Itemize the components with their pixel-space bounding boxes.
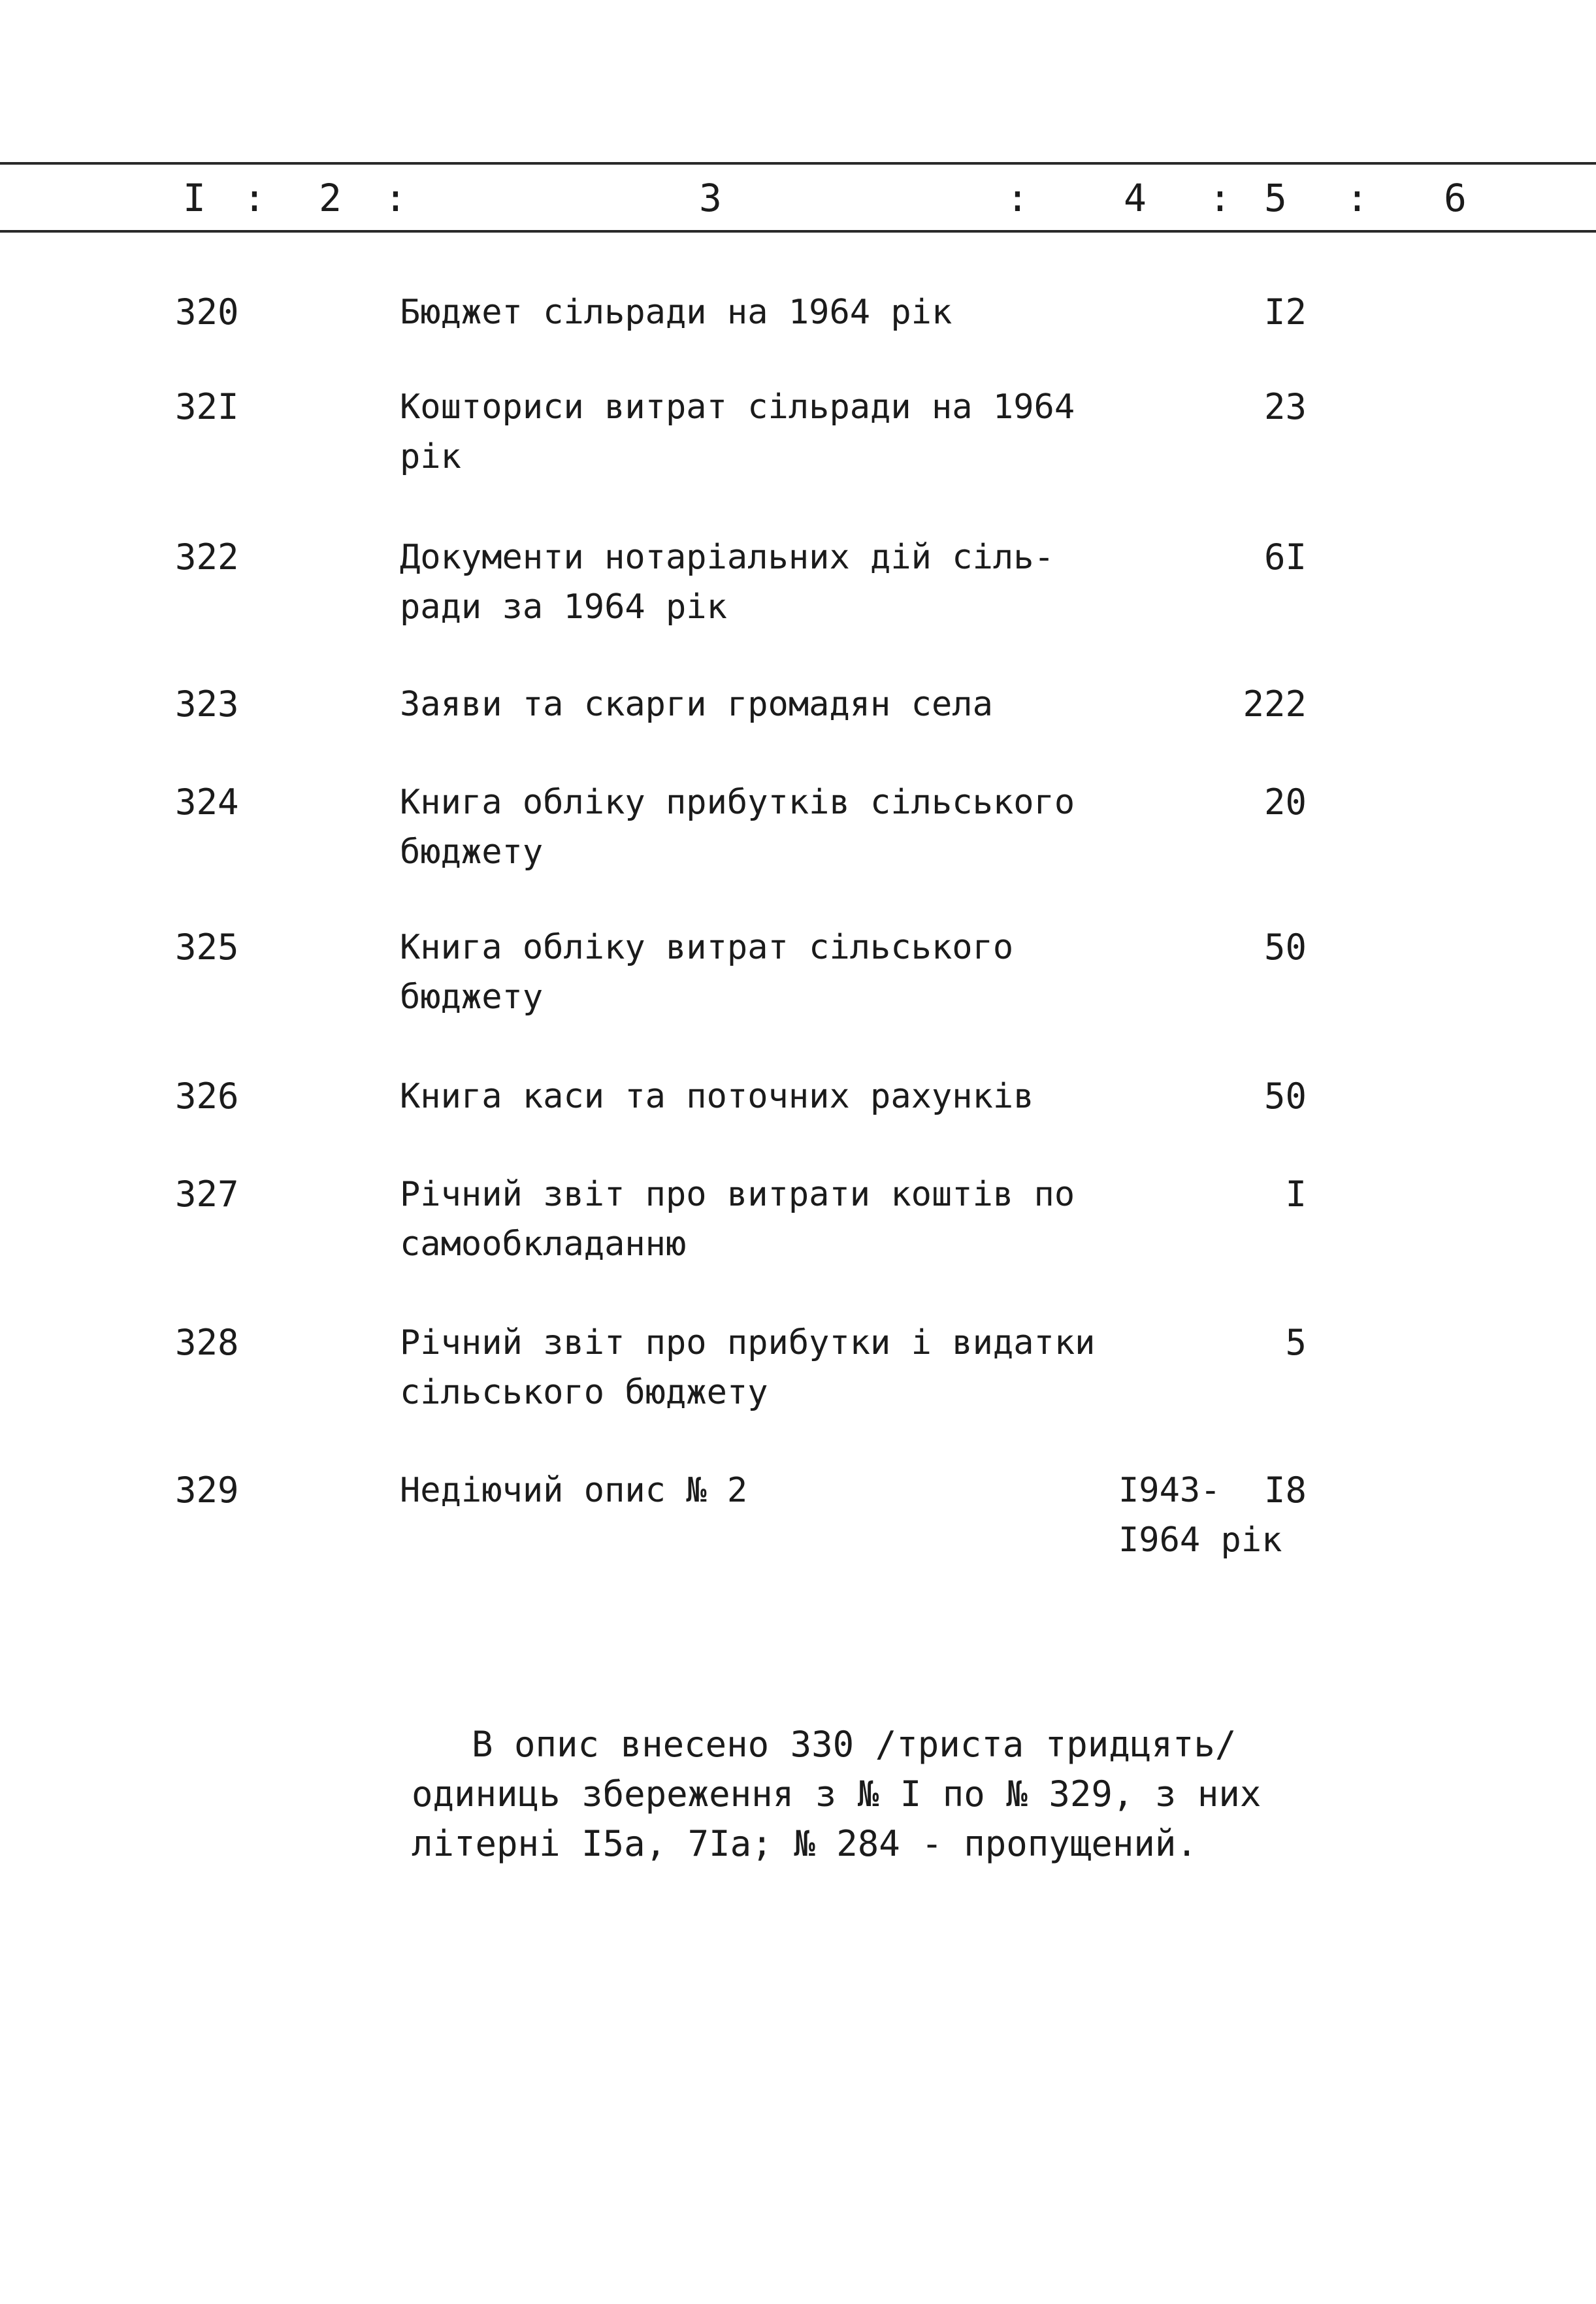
item-number: 323 bbox=[175, 683, 239, 725]
item-sheets: I bbox=[1285, 1174, 1307, 1215]
item-number: 32I bbox=[175, 386, 239, 427]
item-sheets: 222 bbox=[1243, 683, 1307, 725]
item-number: 322 bbox=[175, 536, 239, 578]
summary-note bbox=[412, 1720, 1280, 1869]
item-title: Книга обліку витрат сільського бюджету bbox=[400, 928, 1014, 1017]
item-sheets: 20 bbox=[1263, 782, 1307, 823]
item-sheets: 5 bbox=[1285, 1322, 1307, 1363]
item-sheets: 50 bbox=[1263, 927, 1307, 968]
item-title: Документи нотаріальних дій сіль- ради за 1964 рік bbox=[400, 538, 1054, 627]
item-title: Бюджет сільради на 1964 рік bbox=[400, 293, 953, 332]
header-separator: : bbox=[1006, 176, 1029, 220]
header-separator: : bbox=[1209, 176, 1231, 220]
item-dates: I943- I964 рік bbox=[1118, 1471, 1282, 1560]
summary-line: одиниць збереження з № I по № 329, з них bbox=[412, 1773, 1262, 1815]
item-sheets: I2 bbox=[1263, 291, 1307, 333]
header-col-2: 2 bbox=[319, 176, 342, 220]
header-bottom-rule bbox=[0, 230, 1596, 233]
item-title: Книга обліку прибутків сільського бюджету bbox=[400, 783, 1075, 872]
item-sheets: 6I bbox=[1263, 536, 1307, 578]
item-title: Кошториси витрат сільради на 1964 рік bbox=[400, 387, 1075, 476]
item-number: 329 bbox=[175, 1470, 239, 1511]
item-title: Книга каси та поточних рахунків bbox=[400, 1077, 1034, 1116]
item-number: 320 bbox=[175, 291, 239, 333]
header-separator: : bbox=[243, 176, 266, 220]
summary-line: В опис внесено 330 /триста тридцять/ bbox=[472, 1724, 1237, 1765]
item-title: Недіючий опис № 2 bbox=[400, 1471, 748, 1510]
summary-line: літерні I5a, 7Ia; № 284 - пропущений. bbox=[412, 1823, 1197, 1864]
header-separator: : bbox=[1346, 176, 1369, 220]
item-sheets: 23 bbox=[1263, 386, 1307, 427]
item-number: 328 bbox=[175, 1322, 239, 1363]
header-separator: : bbox=[384, 176, 407, 220]
item-number: 324 bbox=[175, 782, 239, 823]
item-number: 325 bbox=[175, 927, 239, 968]
item-title: Річний звіт про витрати коштів по самообкладанню bbox=[400, 1175, 1075, 1264]
header-col-5: 5 bbox=[1264, 176, 1287, 220]
item-title: Річний звіт про прибутки і видатки сільського бюджету bbox=[400, 1323, 1096, 1412]
item-number: 326 bbox=[175, 1076, 239, 1117]
header-col-1: I bbox=[183, 176, 206, 220]
header-col-4: 4 bbox=[1124, 176, 1147, 220]
header-col-3: 3 bbox=[699, 176, 722, 220]
item-sheets: 50 bbox=[1263, 1076, 1307, 1117]
item-sheets: I8 bbox=[1263, 1470, 1307, 1511]
header-col-6: 6 bbox=[1444, 176, 1467, 220]
item-number: 327 bbox=[175, 1174, 239, 1215]
item-title: Заяви та скарги громадян села bbox=[400, 685, 993, 724]
header-top-rule bbox=[0, 162, 1596, 165]
